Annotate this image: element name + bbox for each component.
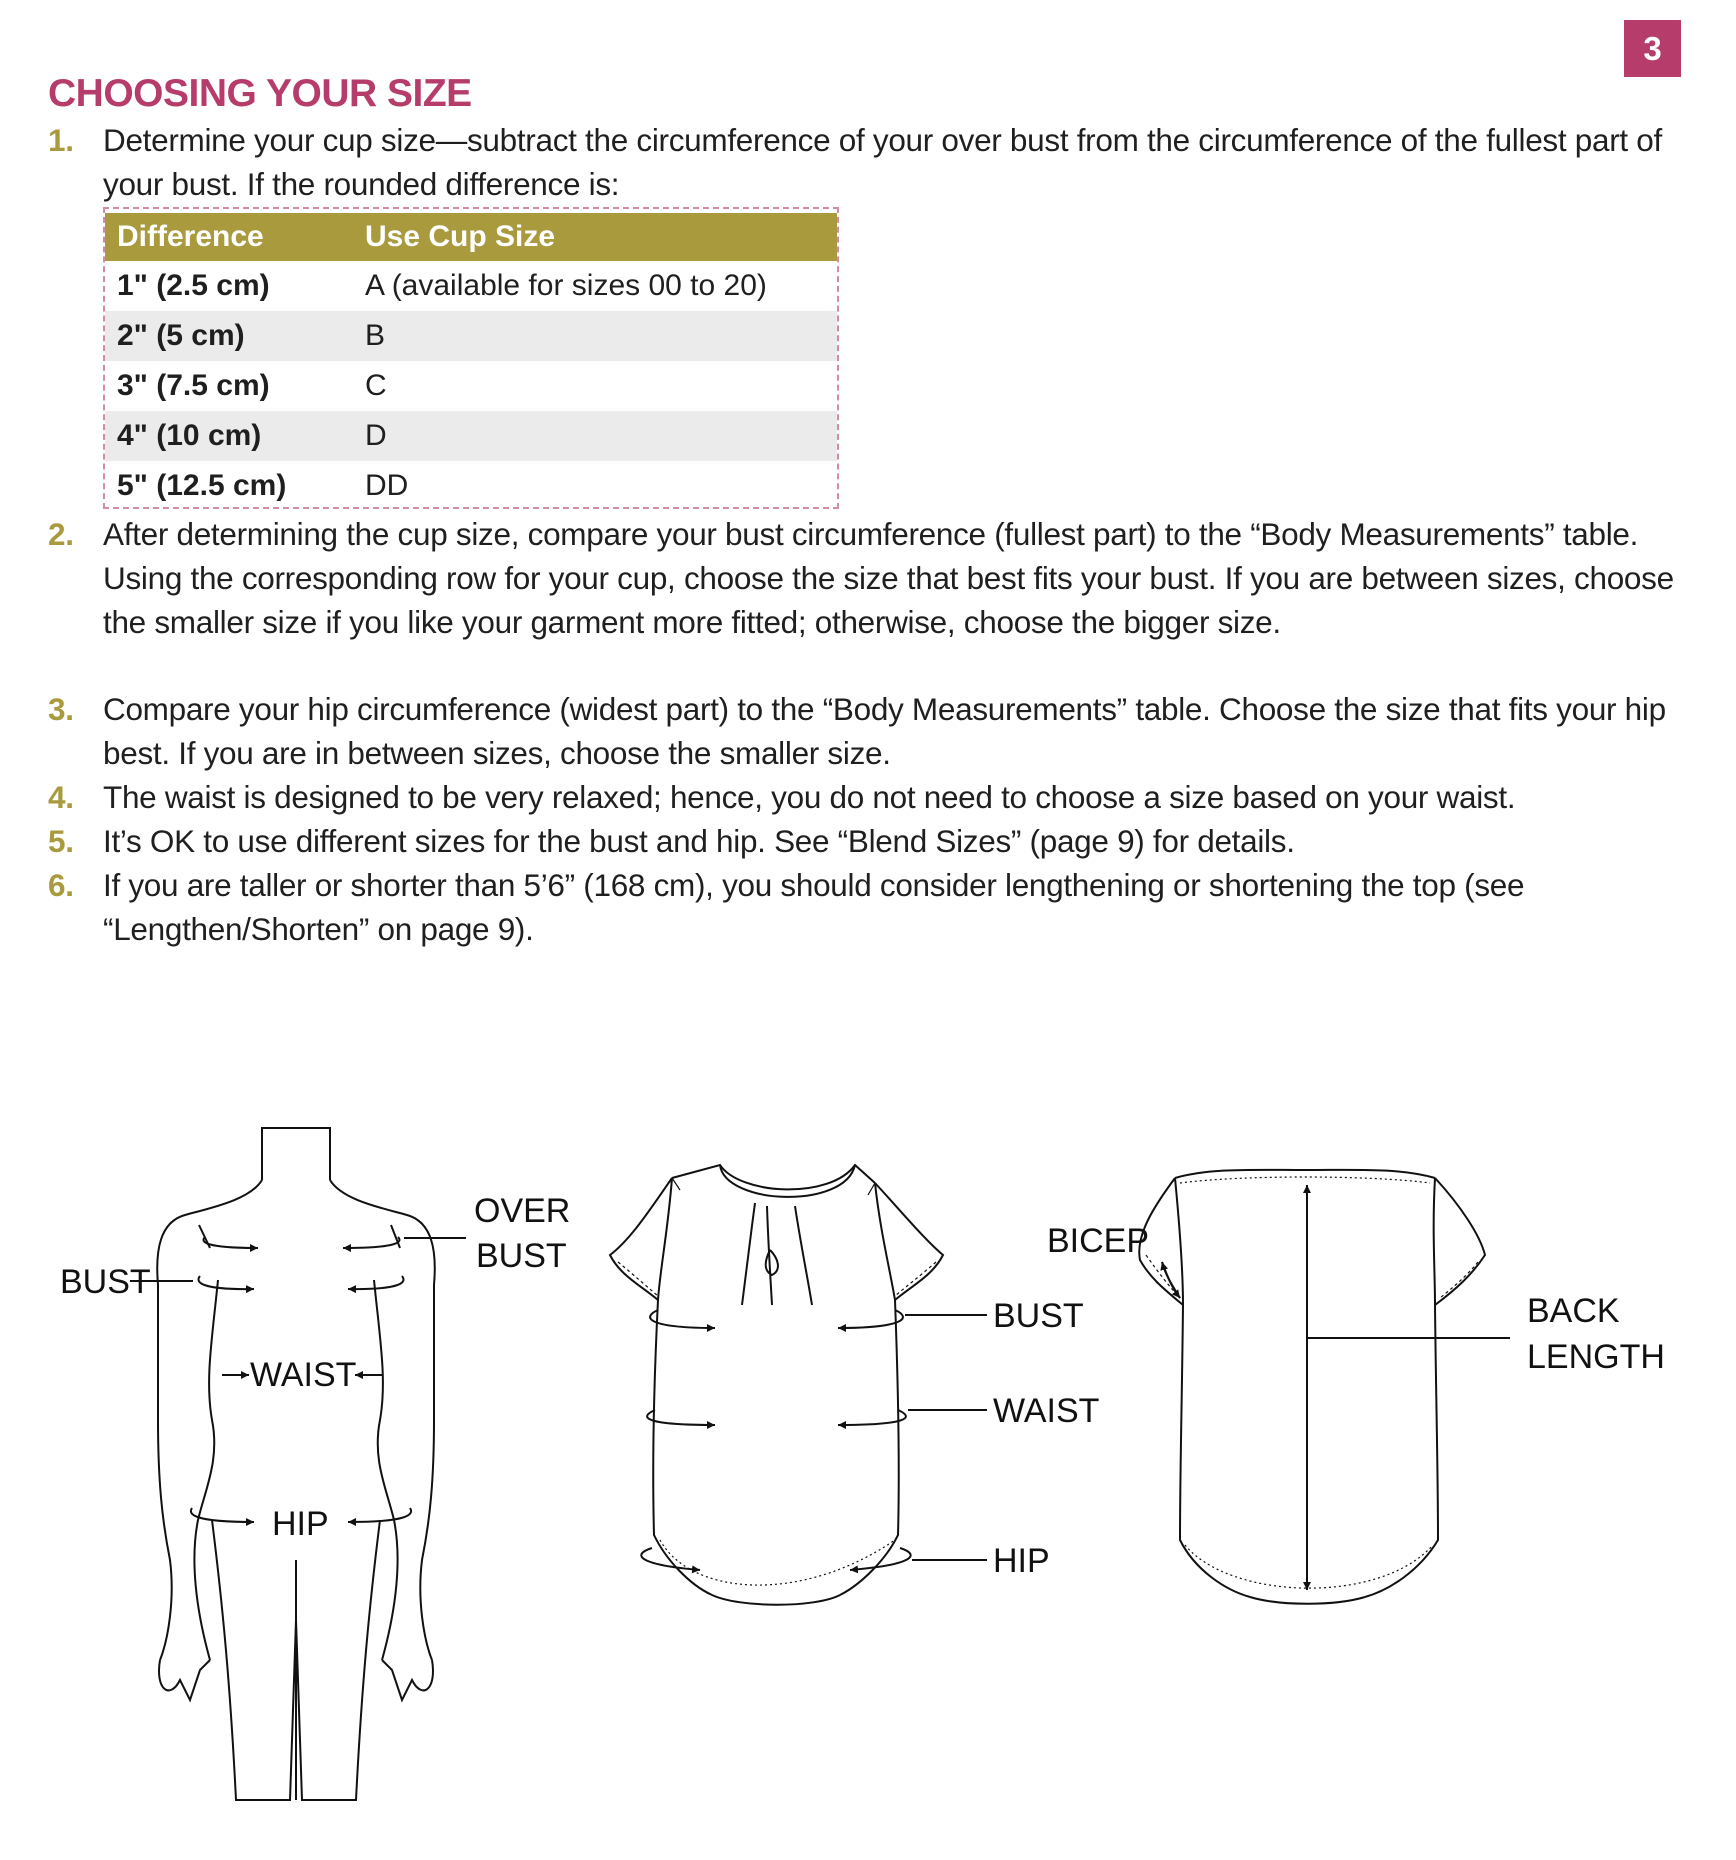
table-row — [105, 261, 837, 311]
back-labels — [1047, 1222, 1665, 1376]
step-text: Compare your hip circumference (widest part) to the “Body Measurements” table. Choose the size that fits your hip best. If you are in between sizes, choose the smaller size. — [103, 691, 1666, 771]
front-top-outline — [610, 1165, 943, 1605]
label-bicep: BICEP — [1047, 1222, 1150, 1260]
step-1 — [48, 118, 1698, 206]
difference-cell: 3" (7.5 cm) — [117, 369, 270, 402]
difference-cell: 2" (5 cm) — [105, 311, 353, 361]
label-front-hip: HIP — [993, 1542, 1050, 1580]
step-4 — [48, 775, 1698, 819]
step-number: 6. — [48, 867, 74, 903]
step-text: If you are taller or shorter than 5’6” (168 cm), you should consider lengthening or shortening the top (see “Lengthen/Shorten” on page 9). — [103, 867, 1525, 947]
cup-size-cell: C — [365, 369, 387, 402]
page-title: CHOOSING YOUR SIZE — [48, 72, 472, 115]
label-back-length-line2: LENGTH — [1527, 1338, 1665, 1376]
body-labels — [60, 1192, 570, 1543]
label-waist: WAIST — [250, 1356, 357, 1394]
cup-size-cell: B — [353, 311, 837, 361]
label-over-bust-line2: BUST — [476, 1237, 567, 1275]
cup-size-cell: DD — [365, 469, 409, 502]
label-hip: HIP — [272, 1505, 329, 1543]
step-number: 2. — [48, 516, 74, 552]
step-text: The waist is designed to be very relaxed; hence, you do not need to choose a size based on your waist. — [103, 779, 1516, 815]
step-text: Determine your cup size—subtract the circumference of your over bust from the circumference of the fullest part of your bust. If the rounded difference is: — [103, 122, 1662, 202]
body-figure — [130, 1128, 466, 1800]
cup-size-cell: D — [353, 411, 837, 461]
column-header-difference: Difference — [105, 213, 353, 261]
step-number: 5. — [48, 823, 74, 859]
table-row — [105, 461, 837, 511]
back-measure-arrows — [1162, 1185, 1510, 1590]
label-front-bust: BUST — [993, 1297, 1084, 1335]
cup-size-grid — [105, 213, 837, 511]
front-measure-arrows — [641, 1310, 987, 1570]
step-6 — [48, 863, 1698, 951]
measurement-illustrations — [0, 1100, 1736, 1820]
step-2 — [48, 512, 1698, 644]
step-5 — [48, 819, 1698, 863]
front-labels — [993, 1297, 1099, 1580]
column-header-cup-size: Use Cup Size — [353, 213, 837, 261]
difference-cell: 4" (10 cm) — [105, 411, 353, 461]
step-number: 1. — [48, 122, 74, 158]
table-row — [105, 411, 837, 461]
table-row — [105, 311, 837, 361]
label-back-length-line1: BACK — [1527, 1292, 1620, 1330]
step-number: 3. — [48, 691, 74, 727]
back-top-outline — [1139, 1170, 1485, 1604]
back-top-figure — [1139, 1170, 1510, 1604]
cup-size-cell: A (available for sizes 00 to 20) — [365, 269, 767, 302]
table-header-row — [105, 213, 837, 261]
label-over-bust-line1: OVER — [474, 1192, 571, 1230]
difference-cell: 1" (2.5 cm) — [117, 269, 270, 302]
label-bust: BUST — [60, 1263, 151, 1301]
step-text: It’s OK to use different sizes for the bust and hip. See “Blend Sizes” (page 9) for details. — [103, 823, 1295, 859]
step-3 — [48, 687, 1698, 775]
step-number: 4. — [48, 779, 74, 815]
page-number-badge: 3 — [1624, 20, 1681, 77]
difference-cell: 5" (12.5 cm) — [117, 469, 287, 502]
front-top-figure — [610, 1165, 987, 1605]
step-text: After determining the cup size, compare your bust circumference (fullest part) to the “Body Measurements” table. Using the corresponding row for your cup, choose the size that best fits your bust. If you are between sizes, choose the smaller size if you like your garment more fitted; otherwise, choose the bigger size. — [103, 516, 1674, 640]
table-row — [105, 361, 837, 411]
label-front-waist: WAIST — [993, 1392, 1100, 1430]
cup-size-table — [103, 207, 839, 509]
